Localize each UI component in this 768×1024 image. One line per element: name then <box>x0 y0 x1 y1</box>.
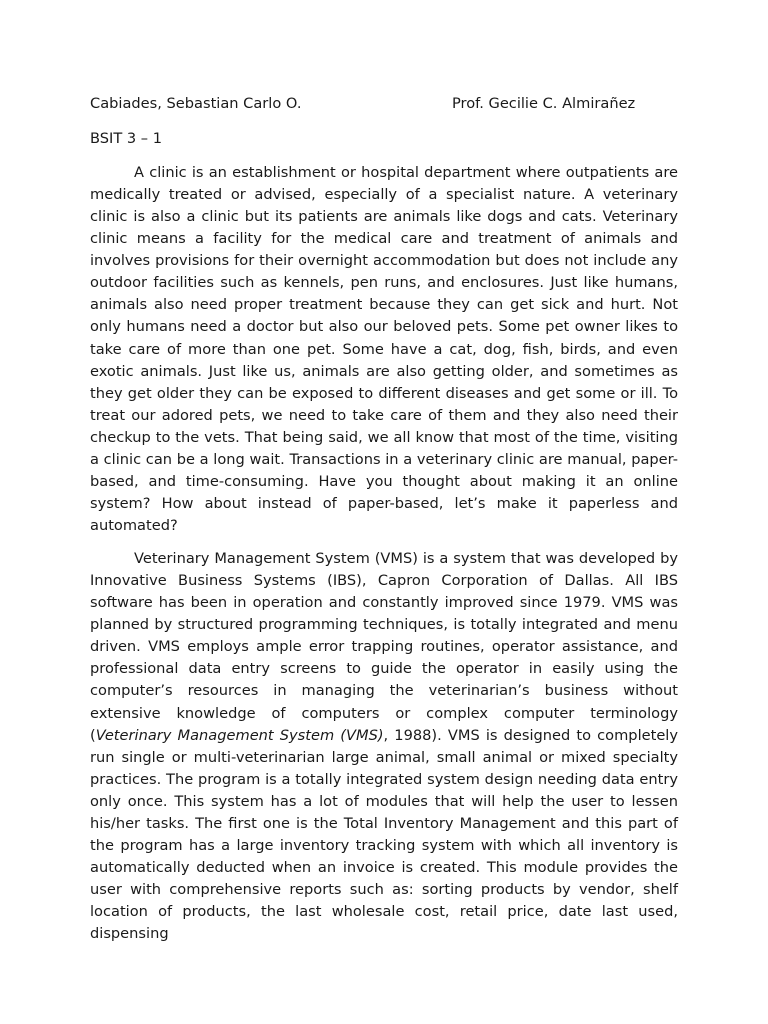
vms-paragraph-text-after-citation: , 1988). VMS is designed to completely run single or multi-veterinarian large animal, small animal or mixed specialty practices. The program is a totally integrated system design needing data entry only once. This system has a lot of modules that will help the user to lessen his/her tasks. The first one is the Total Inventory Management and this part of the program has a large inventory tracking system with which all inventory is automatically deducted when an invoice is created. This module provides the user with comprehensive reports such as: sorting products by vendor, shelf location of products, the last wholesale cost, retail price, date last used, dispensing <box>90 726 679 943</box>
vms-paragraph <box>90 548 678 945</box>
professor-name: Prof. Gecilie C. Almirañez <box>452 95 636 112</box>
document-header <box>90 93 678 115</box>
intro-paragraph: A clinic is an establishment or hospital department where outpatients are medically treated or advised, especially of a specialist nature. A veterinary clinic is also a clinic but its patients are animals like dogs and cats. Veterinary clinic means a facility for the medical care and treatment of animals and involves provisions for their overnight accommodation but does not include any outdoor facilities such as kennels, pen runs, and enclosures. Just like humans, animals also need proper treatment because they can get sick and hurt. Not only humans need a doctor but also our beloved pets. Some pet owner likes to take care of more than one pet. Some have a cat, dog, fish, birds, and even exotic animals. Just like us, animals are also getting older, and sometimes as they get older they can be exposed to different diseases and get some or ill. To treat our adored pets, we need to take care of them and they also need their checkup to the vets. That being said, we all know that most of the time, visiting a clinic can be a long wait. Transactions in a veterinary clinic are manual, paper-based, and time-consuming. Have you thought about making it an online system? How about instead of paper-based, let’s make it paperless and automated? <box>90 164 678 534</box>
class-section: BSIT 3 – 1 <box>90 130 163 147</box>
vms-paragraph-text-before-citation: Veterinary Management System (VMS) is a system that was developed by Innovative Business Systems (IBS), Capron Corporation of Dallas. All IBS software has been in operation and constantly improved since 1979. VMS was planned by structured programming techniques, is totally integrated and menu driven. VMS employs ample error trapping routines, operator assistance, and professional data entry screens to guide the operator in easily using the computer’s resources in managing the veterinarian’s business without extensive knowledge of computers or complex computer terminology ( <box>90 550 678 744</box>
student-name: Cabiades, Sebastian Carlo O. <box>90 95 302 112</box>
document-page <box>90 93 678 945</box>
citation-title: Veterinary Management System (VMS) <box>95 726 384 744</box>
